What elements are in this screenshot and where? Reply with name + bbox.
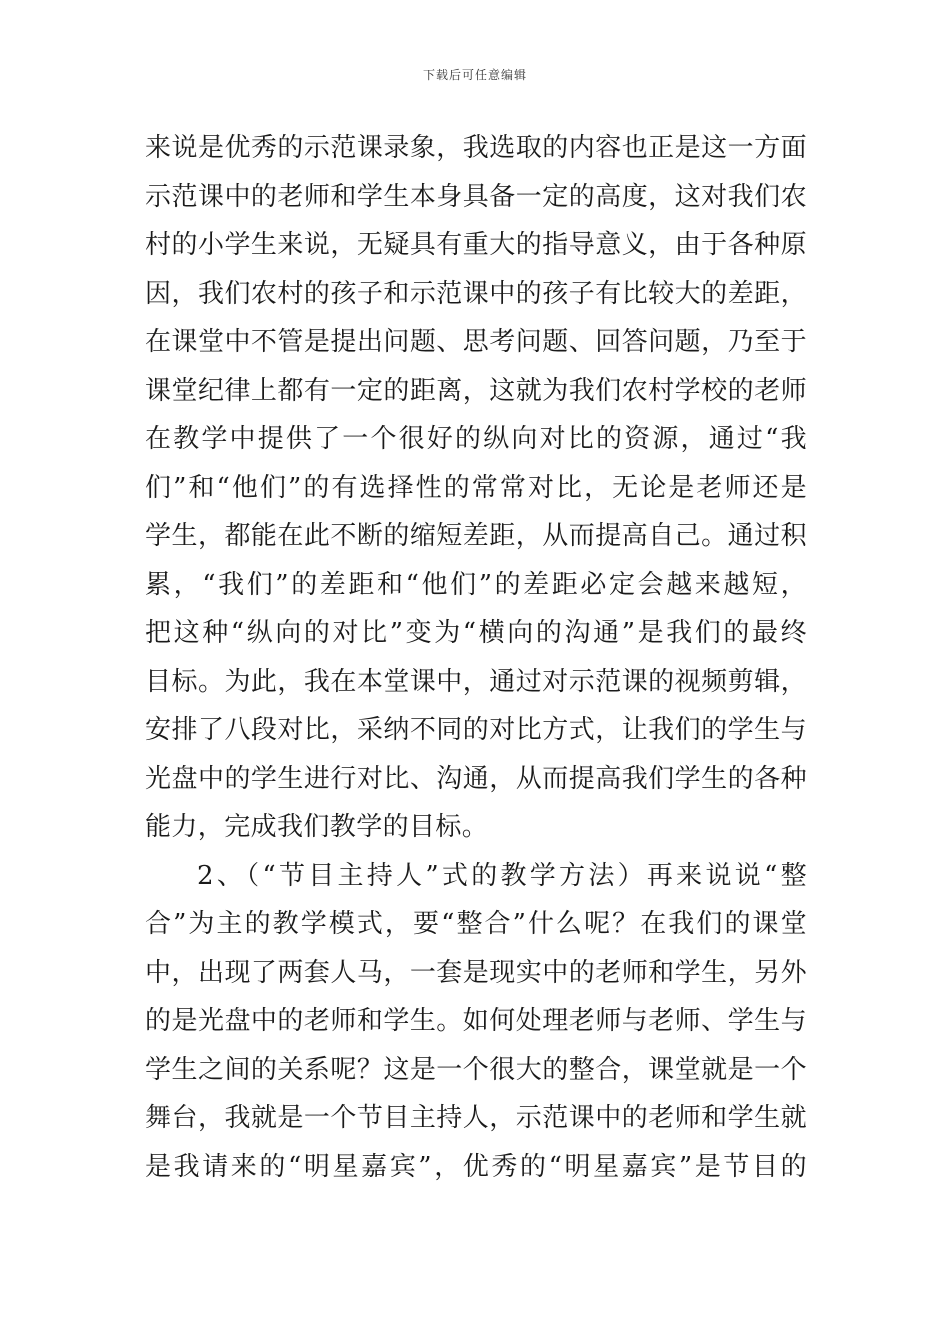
text-line: 村的小学生来说，无疑具有重大的指导意义，由于各种原 (145, 230, 807, 260)
document-body (145, 124, 807, 1191)
text-line: 在课堂中不管是提出问题、思考问题、回答问题，乃至于 (145, 327, 807, 357)
text-line: 把这种“纵向的对比”变为“横向的沟通”是我们的最终 (145, 618, 807, 648)
text-line: 们”和“他们”的有选择性的常常对比，无论是老师还是 (145, 472, 807, 503)
text-line: 舞台，我就是一个节目主持人，示范课中的老师和学生就 (145, 1103, 807, 1133)
text-line: 在教学中提供了一个很好的纵向对比的资源，通过“我 (145, 424, 807, 454)
text-line: 课堂纪律上都有一定的距离，这就为我们农村学校的老师 (145, 375, 807, 406)
text-line: 学生之间的关系呢？这是一个很大的整合，课堂就是一个 (145, 1054, 807, 1085)
text-line: 来说是优秀的示范课录象，我选取的内容也正是这一方面 (145, 133, 807, 163)
text-line: 安排了八段对比，采纳不同的对比方式，让我们的学生与 (145, 715, 807, 745)
text-line: 中，出现了两套人马，一套是现实中的老师和学生，另外 (145, 957, 807, 988)
text-line: 因，我们农村的孩子和示范课中的孩子有比较大的差距， (145, 278, 807, 309)
paragraph-end-line: 能力，完成我们教学的目标。 (145, 812, 489, 842)
text-line: 累，“我们”的差距和“他们”的差距必定会越来越短， (145, 569, 807, 600)
page-header: 下载后可任意编辑 (422, 68, 527, 82)
text-line: 示范课中的老师和学生本身具备一定的高度，这对我们农 (145, 181, 807, 212)
text-line: 的是光盘中的老师和学生。如何处理老师与老师、学生与 (145, 1006, 807, 1036)
text-line: 学生，都能在此不断的缩短差距，从而提高自己。通过积 (145, 521, 807, 551)
text-line: 光盘中的学生进行对比、沟通，从而提高我们学生的各种 (145, 763, 807, 794)
text-line: 合”为主的教学模式，要“整合”什么呢？在我们的课堂 (145, 909, 807, 939)
text-line: 是我请来的“明星嘉宾”，优秀的“明星嘉宾”是节目的 (145, 1151, 807, 1182)
text-line: 目标。为此，我在本堂课中，通过对示范课的视频剪辑， (145, 666, 807, 697)
paragraph-start-line: 2、（“节目主持人”式的教学方法）再来说说“整 (197, 860, 807, 891)
